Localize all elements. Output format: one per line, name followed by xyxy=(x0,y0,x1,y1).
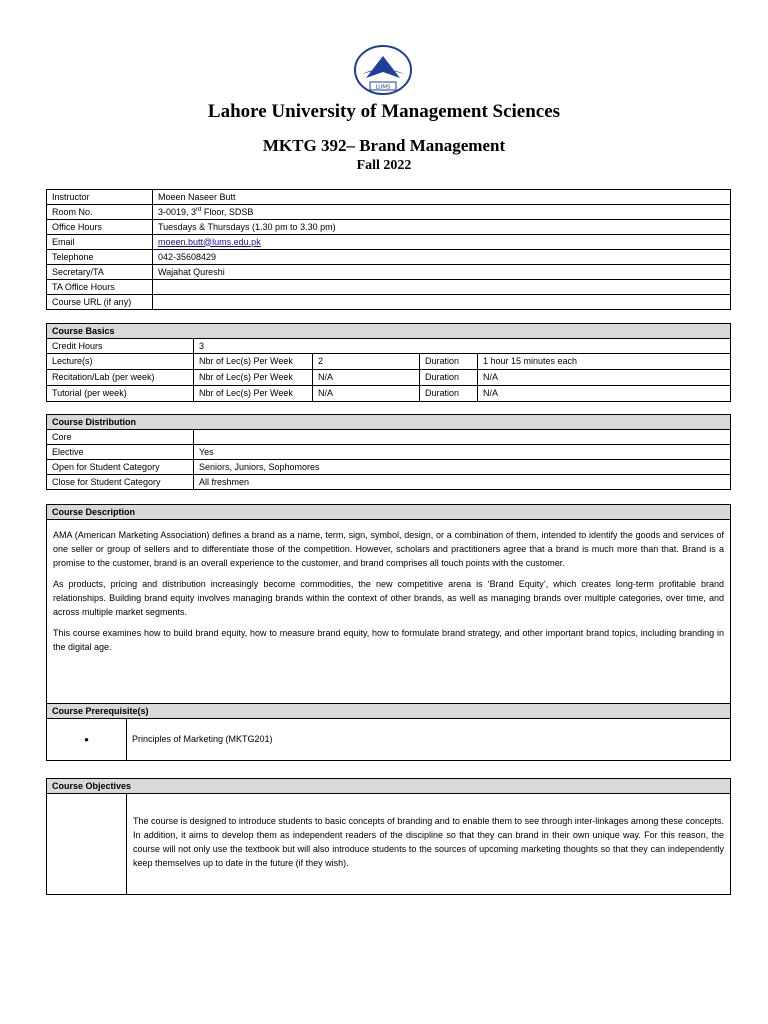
lums-eagle-logo-icon xyxy=(352,44,414,100)
course-description-table xyxy=(46,504,731,705)
basics-row-lecture xyxy=(47,354,731,370)
credit-hours-row xyxy=(47,339,731,354)
distribution-row-open xyxy=(47,460,731,475)
bullet-icon: • xyxy=(47,719,127,761)
info-value: Moeen Naseer Butt xyxy=(153,190,731,205)
info-label: Office Hours xyxy=(47,220,153,235)
distribution-value: All freshmen xyxy=(194,475,731,490)
credit-hours-value: 3 xyxy=(194,339,731,354)
course-description-title: Course Description xyxy=(47,505,731,520)
course-distribution-table xyxy=(46,414,731,490)
info-row-course-url xyxy=(47,295,731,310)
info-value: 3-0019, 3rd Floor, SDSB xyxy=(153,205,731,220)
course-prerequisite-table xyxy=(46,703,731,761)
info-label: Instructor xyxy=(47,190,153,205)
university-name: Lahore University of Management Sciences xyxy=(207,101,561,122)
section-header xyxy=(47,704,731,719)
distribution-row-elective xyxy=(47,445,731,460)
info-row-email xyxy=(47,235,731,250)
basics-duration-label: Duration xyxy=(420,354,478,370)
basics-nbr-label: Nbr of Lec(s) Per Week xyxy=(194,370,313,386)
basics-nbr-label: Nbr of Lec(s) Per Week xyxy=(194,386,313,402)
basics-label: Tutorial (per week) xyxy=(47,386,194,402)
email-link[interactable]: moeen.butt@lums.edu.pk xyxy=(158,236,261,247)
basics-nbr-value: 2 xyxy=(313,354,420,370)
basics-row-tutorial xyxy=(47,386,731,402)
objectives-row xyxy=(47,794,731,895)
info-row-instructor xyxy=(47,190,731,205)
course-distribution-title: Course Distribution xyxy=(47,415,731,430)
section-header xyxy=(47,324,731,339)
basics-nbr-label: Nbr of Lec(s) Per Week xyxy=(194,354,313,370)
credit-hours-label: Credit Hours xyxy=(47,339,194,354)
info-row-room xyxy=(47,205,731,220)
info-row-ta-hours xyxy=(47,280,731,295)
info-value xyxy=(153,235,731,250)
info-row-office-hours xyxy=(47,220,731,235)
prerequisite-row xyxy=(47,719,731,761)
course-title: MKTG 392– Brand Management xyxy=(262,136,506,155)
course-term: Fall 2022 xyxy=(356,158,412,173)
section-header xyxy=(47,505,731,520)
distribution-value xyxy=(194,430,731,445)
info-value: Wajahat Qureshi xyxy=(153,265,731,280)
course-basics-title: Course Basics xyxy=(47,324,731,339)
basics-label: Lecture(s) xyxy=(47,354,194,370)
info-label: Secretary/TA xyxy=(47,265,153,280)
info-value: Tuesdays & Thursdays (1.30 pm to 3.30 pm) xyxy=(153,220,731,235)
prerequisite-item: Principles of Marketing (MKTG201) xyxy=(127,719,731,761)
logo-text-bottom: LUMS xyxy=(375,84,391,91)
info-value xyxy=(153,295,731,310)
basics-duration-value: N/A xyxy=(478,370,731,386)
info-row-secretary xyxy=(47,265,731,280)
basics-label: Recitation/Lab (per week) xyxy=(47,370,194,386)
distribution-label: Core xyxy=(47,430,194,445)
distribution-value: Seniors, Juniors, Sophomores xyxy=(194,460,731,475)
info-label: Telephone xyxy=(47,250,153,265)
info-value xyxy=(153,280,731,295)
course-basics-table xyxy=(46,323,731,402)
distribution-label: Close for Student Category xyxy=(47,475,194,490)
course-objectives-title: Course Objectives xyxy=(47,779,731,794)
description-body xyxy=(47,520,731,705)
info-label: TA Office Hours xyxy=(47,280,153,295)
section-header xyxy=(47,779,731,794)
basics-row-recitation xyxy=(47,370,731,386)
info-row-telephone xyxy=(47,250,731,265)
description-paragraph: AMA (American Marketing Association) defines a brand as a name, term, sign, symbol, design, or a combination of them, intended to identify the goods and services of one seller or group of sellers and to differentiate those of the competition. However, scholars and practitioners agree that a brand is much more than that. Brand is a promise to the customer, brand is an overall experience to the customer, and brand comprises all touch points with the customer. xyxy=(53,530,724,568)
info-value: 042-35608429 xyxy=(153,250,731,265)
basics-nbr-value: N/A xyxy=(313,370,420,386)
distribution-label: Elective xyxy=(47,445,194,460)
section-header xyxy=(47,415,731,430)
info-label: Room No. xyxy=(47,205,153,220)
course-objectives-table xyxy=(46,778,731,895)
logo-text-top: AMA xyxy=(377,62,389,68)
distribution-row-close xyxy=(47,475,731,490)
distribution-value: Yes xyxy=(194,445,731,460)
course-prerequisite-title: Course Prerequisite(s) xyxy=(47,704,731,719)
basics-duration-label: Duration xyxy=(420,386,478,402)
distribution-label: Open for Student Category xyxy=(47,460,194,475)
description-paragraph: This course examines how to build brand equity, how to measure brand equity, how to formulate brand strategy, and other important brand topics, including branding in the digital age. xyxy=(53,628,724,652)
instructor-info-table xyxy=(46,189,731,310)
description-body-row xyxy=(47,520,731,705)
objectives-text: The course is designed to introduce students to basic concepts of branding and to enable them to see through inter-linkages among these concepts. In addition, it aims to develop them as independent readers of the discipline so that they can brand in their own unique way. For this reason, the course will not only use the textbook but will also introduce students to the sources of upcoming marketing thoughts so that they can independently keep themselves up to date in the future (if they wish). xyxy=(127,794,731,895)
info-label: Course URL (if any) xyxy=(47,295,153,310)
basics-duration-value: 1 hour 15 minutes each xyxy=(478,354,731,370)
description-paragraph: As products, pricing and distribution increasingly become commodities, the new competitive arena is ‘Brand Equity’, which creates long-term profitable brand relationships. Building brand equity involves managing brands within the context of other brands, as well as managing brands over multiple categories, over time, and across multiple market segments. xyxy=(53,579,724,617)
info-label: Email xyxy=(47,235,153,250)
distribution-row-core xyxy=(47,430,731,445)
basics-duration-value: N/A xyxy=(478,386,731,402)
objectives-blank-cell xyxy=(47,794,127,895)
basics-duration-label: Duration xyxy=(420,370,478,386)
basics-nbr-value: N/A xyxy=(313,386,420,402)
